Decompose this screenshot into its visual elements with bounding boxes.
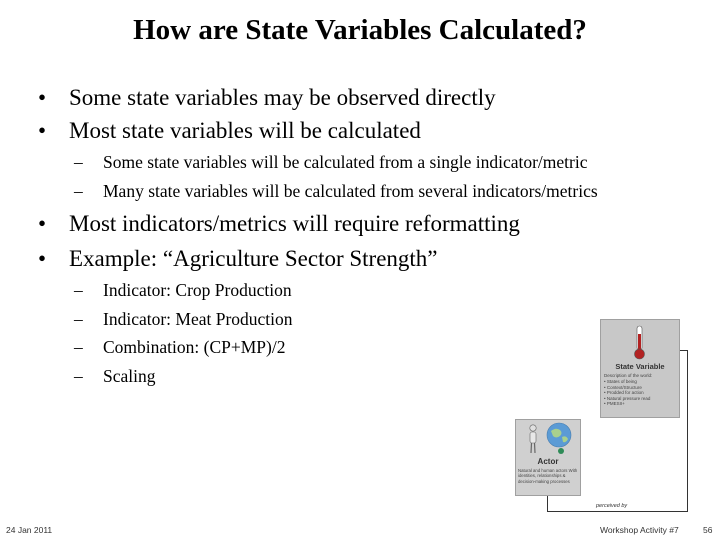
list-item: • Prodded for action <box>604 390 644 396</box>
sub-bullet-item <box>74 365 156 387</box>
perceived-by-label: perceived by <box>596 503 628 509</box>
footer-page-number: 56 <box>703 525 713 535</box>
actor-title: Actor <box>537 457 559 466</box>
list-item: • States of being <box>604 379 637 384</box>
bullet-text: Example: “Agriculture Sector Strength” <box>69 246 438 271</box>
state-variable-desc: Description of the world: <box>604 373 653 378</box>
bullet-item <box>38 210 520 238</box>
state-variable-title: State Variable <box>615 362 665 371</box>
actor-desc: Natural and human actors With identities, relationships & decision-making processes <box>518 468 578 484</box>
bullet-item <box>38 84 496 112</box>
actor-icon <box>516 421 580 457</box>
connector-line <box>547 511 688 512</box>
dash-symbol: – <box>74 152 83 172</box>
bullet-symbol: • <box>38 211 47 236</box>
sub-bullet-text: Indicator: Crop Production <box>103 280 292 300</box>
bullet-item <box>38 245 438 273</box>
connector-line <box>547 494 548 511</box>
list-item: • PMESII+ <box>604 401 625 407</box>
bullet-symbol: • <box>38 246 47 271</box>
sub-bullet-item <box>74 336 285 358</box>
bullet-symbol: • <box>38 118 47 143</box>
footer-center: Workshop Activity #7 <box>600 525 679 535</box>
dash-symbol: – <box>74 181 83 201</box>
sub-bullet-item <box>74 279 292 301</box>
sub-bullet-text: Scaling <box>103 366 156 386</box>
footer-date: 24 Jan 2011 <box>6 525 53 535</box>
actor-card <box>515 419 581 496</box>
list-item: • Context/Structure <box>604 384 642 390</box>
connector-line <box>687 350 688 512</box>
state-variable-card <box>600 319 680 418</box>
bullet-text: Most indicators/metrics will require reformatting <box>69 211 520 236</box>
bullet-item <box>38 117 421 145</box>
dash-symbol: – <box>74 280 83 300</box>
state-variable-list <box>604 379 650 407</box>
bullet-text: Most state variables will be calculated <box>69 118 421 143</box>
sub-bullet-text: Indicator: Meat Production <box>103 309 293 329</box>
list-item: • Natural pressure read <box>604 395 651 401</box>
dash-symbol: – <box>74 337 83 357</box>
sub-bullet-item <box>74 180 598 202</box>
slide-title: How are State Variables Calculated? <box>133 14 587 46</box>
sub-bullet-text: Many state variables will be calculated from several indicators/metrics <box>103 181 598 201</box>
sub-bullet-text: Some state variables will be calculated from a single indicator/metric <box>103 152 588 172</box>
dash-symbol: – <box>74 309 83 329</box>
sub-bullet-text: Combination: (CP+MP)/2 <box>103 337 286 357</box>
dash-symbol: – <box>74 366 83 386</box>
bullet-symbol: • <box>38 85 47 110</box>
bullet-text: Some state variables may be observed directly <box>69 85 496 110</box>
sub-bullet-item <box>74 151 587 173</box>
thermometer-icon <box>601 322 679 362</box>
sub-bullet-item <box>74 308 293 330</box>
